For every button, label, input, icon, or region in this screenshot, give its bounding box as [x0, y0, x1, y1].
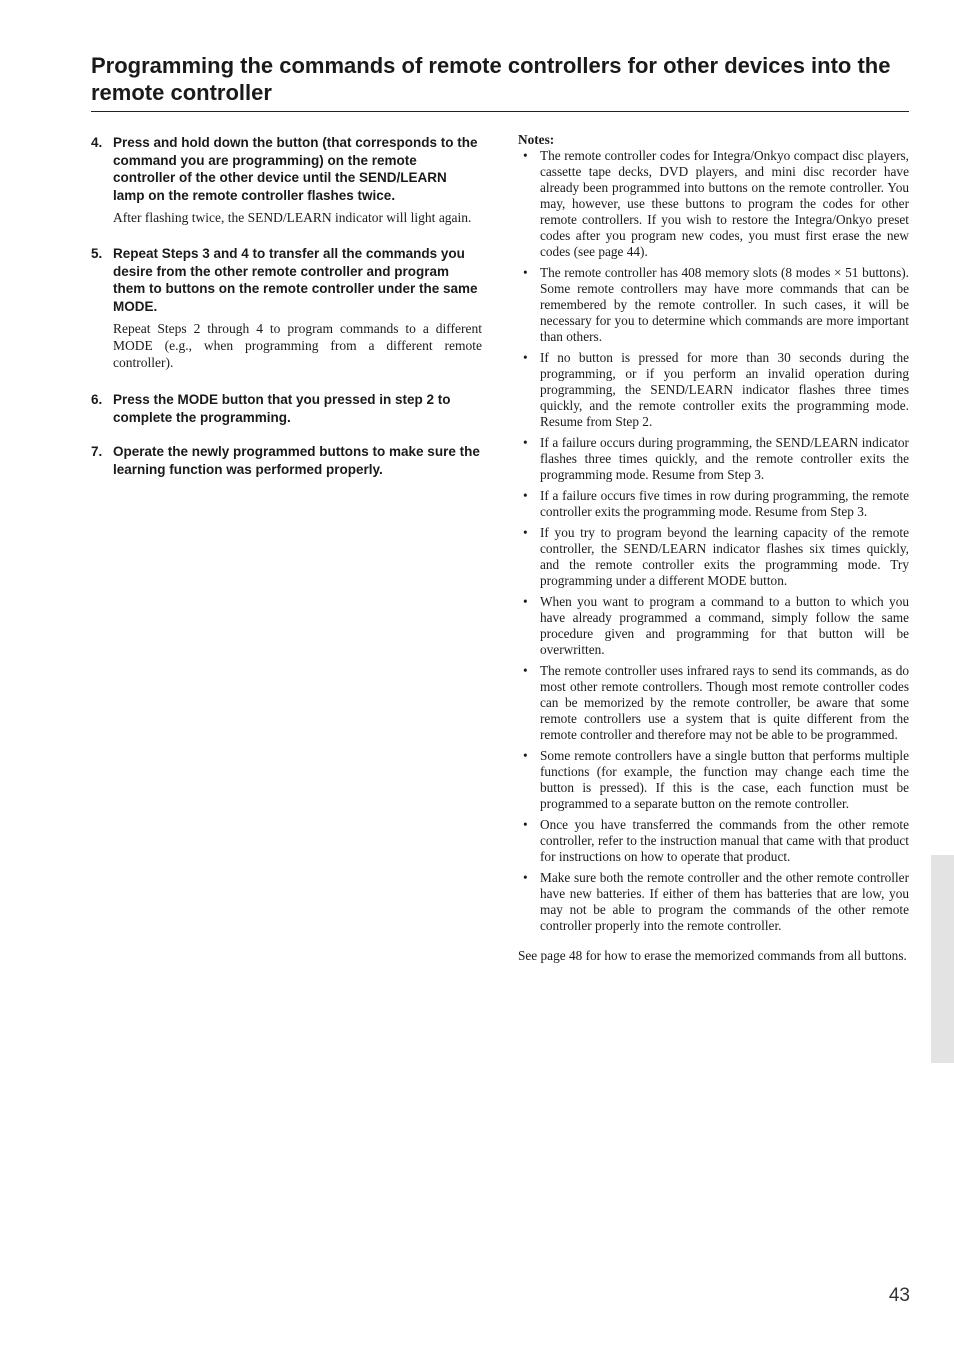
- note-text: If you try to program beyond the learning capacity of the remote controller, the SEND/LEARN indicator flashes six times quickly, and the remote controller exits the programming mode. Try programming under a different MODE button.: [540, 525, 909, 588]
- note-text: If a failure occurs five times in row during programming, the remote controller exits the programming mode. Resume from Step 3.: [540, 488, 909, 519]
- page-title: Programming the commands of remote controllers for other devices into the remote controller: [91, 53, 891, 105]
- step-body: After flashing twice, the SEND/LEARN indicator will light again.: [113, 210, 472, 225]
- note-item: [518, 870, 909, 934]
- note-item: [518, 148, 909, 260]
- note-text: If no button is pressed for more than 30 seconds during the programming, or if you perform an invalid operation during programming, the SEND/LEARN indicator flashes three times quickly, and the remote controller exits the programming mode. Resume from Step 2.: [540, 350, 909, 429]
- step-number: 7.: [91, 444, 103, 459]
- notes-title: Notes:: [518, 132, 555, 147]
- note-text: The remote controller codes for Integra/Onkyo compact disc players, cassette tape decks, DVD players, and mini disc recorder have already been programmed into buttons on the remote controller. You may, however, use these buttons to program the codes for other remote controllers. If you wish to restore the Integra/Onkyo preset codes after you program new codes, you must first erase the new codes (see page 44).: [540, 148, 909, 259]
- note-item: [518, 817, 909, 865]
- title-divider: [91, 111, 909, 112]
- bullet-icon: •: [523, 870, 528, 885]
- bullet-icon: •: [523, 663, 528, 678]
- bullet-icon: •: [523, 488, 528, 503]
- step-number: 4.: [91, 135, 103, 150]
- note-item: [518, 350, 909, 430]
- step-heading: Repeat Steps 3 and 4 to transfer all the commands you desire from the other remote controller and program them to buttons on the remote controller under the same MODE.: [113, 246, 478, 314]
- step-5: [91, 245, 482, 371]
- note-text: The remote controller has 408 memory slots (8 modes × 51 buttons). Some remote controllers may have more commands that can be remembered by the remote controller. In such cases, it will be necessary for you to determine which commands are more important than others.: [540, 265, 909, 344]
- bullet-icon: •: [523, 350, 528, 365]
- note-text: Once you have transferred the commands from the other remote controller, refer to the instruction manual that came with that product for instructions on how to operate that product.: [540, 817, 909, 864]
- bullet-icon: •: [523, 148, 528, 163]
- step-number: 6.: [91, 392, 103, 407]
- step-heading: Press the MODE button that you pressed in step 2 to complete the programming.: [113, 392, 451, 425]
- step-number: 5.: [91, 246, 103, 261]
- bullet-icon: •: [523, 525, 528, 540]
- step-body: Repeat Steps 2 through 4 to program commands to a different MODE (e.g., when programming from a different remote controller).: [113, 321, 482, 370]
- bullet-icon: •: [523, 594, 528, 609]
- note-item: [518, 525, 909, 589]
- section-side-tab: [931, 855, 954, 1063]
- bullet-icon: •: [523, 435, 528, 450]
- note-item: [518, 594, 909, 658]
- note-item: [518, 748, 909, 812]
- step-7: [91, 443, 482, 478]
- notes-list: [518, 148, 909, 934]
- step-6: [91, 391, 482, 426]
- bullet-icon: •: [523, 817, 528, 832]
- notes-column: [518, 131, 909, 964]
- note-text: When you want to program a command to a button to which you have already programmed a command, simply follow the same procedure given and programming for that button will be overwritten.: [540, 594, 909, 657]
- note-text: Some remote controllers have a single button that performs multiple functions (for example, the function may change each time the button is pressed). If this is the case, each function must be programmed to a separate button on the remote controller.: [540, 748, 909, 811]
- steps-column: [91, 134, 482, 478]
- note-item: [518, 435, 909, 483]
- step-heading: Press and hold down the button (that corresponds to the command you are programming) on the remote controller of the other device until the SEND/LEARN lamp on the remote controller flashes twice.: [113, 135, 478, 203]
- note-item: [518, 488, 909, 520]
- note-text: The remote controller uses infrared rays to send its commands, as do most other remote controllers. Though most remote controller codes can be memorized by the remote controller, be aware that some remote controllers use a system that is quite different from the remote controller and therefore may not be able to be programmed.: [540, 663, 909, 742]
- note-text: If a failure occurs during programming, the SEND/LEARN indicator flashes three times quickly, and the remote controller exits the programming mode. Resume from Step 3.: [540, 435, 909, 482]
- step-heading: Operate the newly programmed buttons to make sure the learning function was performed properly.: [113, 444, 480, 477]
- see-page-note: See page 48 for how to erase the memorized commands from all buttons.: [518, 948, 907, 963]
- bullet-icon: •: [523, 748, 528, 763]
- bullet-icon: •: [523, 265, 528, 280]
- note-text: Make sure both the remote controller and the other remote controller have new batteries. If either of them has batteries that are low, you may not be able to program the commands of the other remote controller properly into the remote controller.: [540, 870, 909, 933]
- page-number: 43: [888, 1285, 910, 1306]
- note-item: [518, 663, 909, 743]
- note-item: [518, 265, 909, 345]
- step-4: [91, 134, 482, 226]
